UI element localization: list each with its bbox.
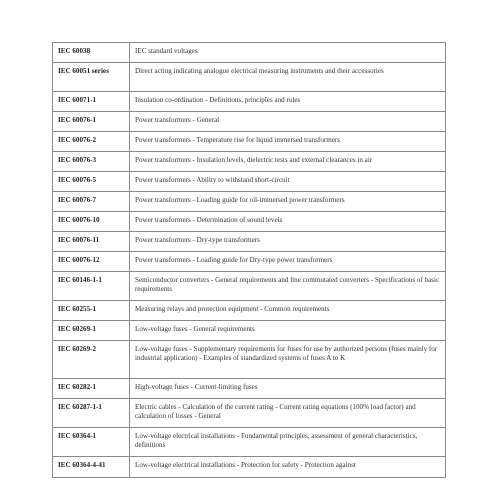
table-row [53, 301, 446, 321]
standard-title: Low-voltage electrical installations - Protection for safety - Protection against [130, 457, 446, 478]
standard-number: IEC 60287-1-1 [53, 399, 130, 428]
table-row [53, 112, 446, 132]
standard-number: IEC 60364-4-41 [53, 457, 130, 478]
table-row [53, 252, 446, 272]
standard-title: High-voltage fuses - Current-limiting fuses [130, 379, 446, 399]
table-row [53, 92, 446, 112]
standard-number: IEC 60282-1 [53, 379, 130, 399]
table-row [53, 172, 446, 192]
standard-number: IEC 60076-12 [53, 252, 130, 272]
table-row [53, 379, 446, 399]
standard-number: IEC 60269-1 [53, 321, 130, 341]
standard-number: IEC 60038 [53, 43, 130, 63]
standard-number: IEC 60076-3 [53, 152, 130, 172]
iec-standards-table [52, 42, 446, 478]
standard-title: Power transformers - Loading guide for Dry-type power transformers [130, 252, 446, 272]
standard-number: IEC 60364-1 [53, 428, 130, 457]
standard-title: Measuring relays and protection equipment - Common requirements [130, 301, 446, 321]
standard-title: Power transformers - Ability to withstand short-circuit [130, 172, 446, 192]
standard-number: IEC 60269-2 [53, 341, 130, 379]
table-row [53, 399, 446, 428]
table-row [53, 341, 446, 379]
standard-number: IEC 60255-1 [53, 301, 130, 321]
standard-number: IEC 60071-1 [53, 92, 130, 112]
standard-title: IEC standard voltages [130, 43, 446, 63]
standard-title: Power transformers - Insulation levels, dielectric tests and external clearances in air [130, 152, 446, 172]
standard-number: IEC 60076-10 [53, 212, 130, 232]
standard-title: Low-voltage fuses - Supplementary requirements for fuses for use by authorized persons (fuses mainly for industrial application) - Examples of standardized systems of fuses A to K [130, 341, 446, 379]
table-row [53, 43, 446, 63]
standard-title: Power transformers - Dry-type transformers [130, 232, 446, 252]
table-row [53, 152, 446, 172]
standard-title: Low-voltage electrical installations - Fundamental principles, assessment of general characteristics, definitions [130, 428, 446, 457]
standard-number: IEC 60146-1-1 [53, 272, 130, 301]
standard-number: IEC 60051 series [53, 63, 130, 92]
standard-title: Power transformers - Determination of sound levels [130, 212, 446, 232]
standard-number: IEC 60076-11 [53, 232, 130, 252]
standard-title: Direct acting indicating analogue electrical measuring instruments and their accessories [130, 63, 446, 92]
standard-title: Power transformers - Temperature rise for liquid immersed transformers [130, 132, 446, 152]
standards-table-container [52, 42, 445, 478]
standard-title: Electric cables - Calculation of the current rating - Current rating equations (100% load factor) and calculation of losses - General [130, 399, 446, 428]
table-row [53, 321, 446, 341]
standard-title: Semiconductor converters - General requirements and line commutated converters - Specifications of basic requirements [130, 272, 446, 301]
standard-title: Low-voltage fuses - General requirements [130, 321, 446, 341]
standard-title: Power transformers - General [130, 112, 446, 132]
standard-number: IEC 60076-7 [53, 192, 130, 212]
standard-number: IEC 60076-5 [53, 172, 130, 192]
table-row [53, 457, 446, 478]
table-row [53, 192, 446, 212]
standard-number: IEC 60076-2 [53, 132, 130, 152]
standard-title: Power transformers - Loading guide for oil-immersed power transformers [130, 192, 446, 212]
standard-title: Insulation co-ordination - Definitions, principles and rules [130, 92, 446, 112]
table-row [53, 132, 446, 152]
standard-number: IEC 60076-1 [53, 112, 130, 132]
table-row [53, 428, 446, 457]
table-row [53, 232, 446, 252]
table-row [53, 212, 446, 232]
table-row [53, 272, 446, 301]
table-row [53, 63, 446, 92]
